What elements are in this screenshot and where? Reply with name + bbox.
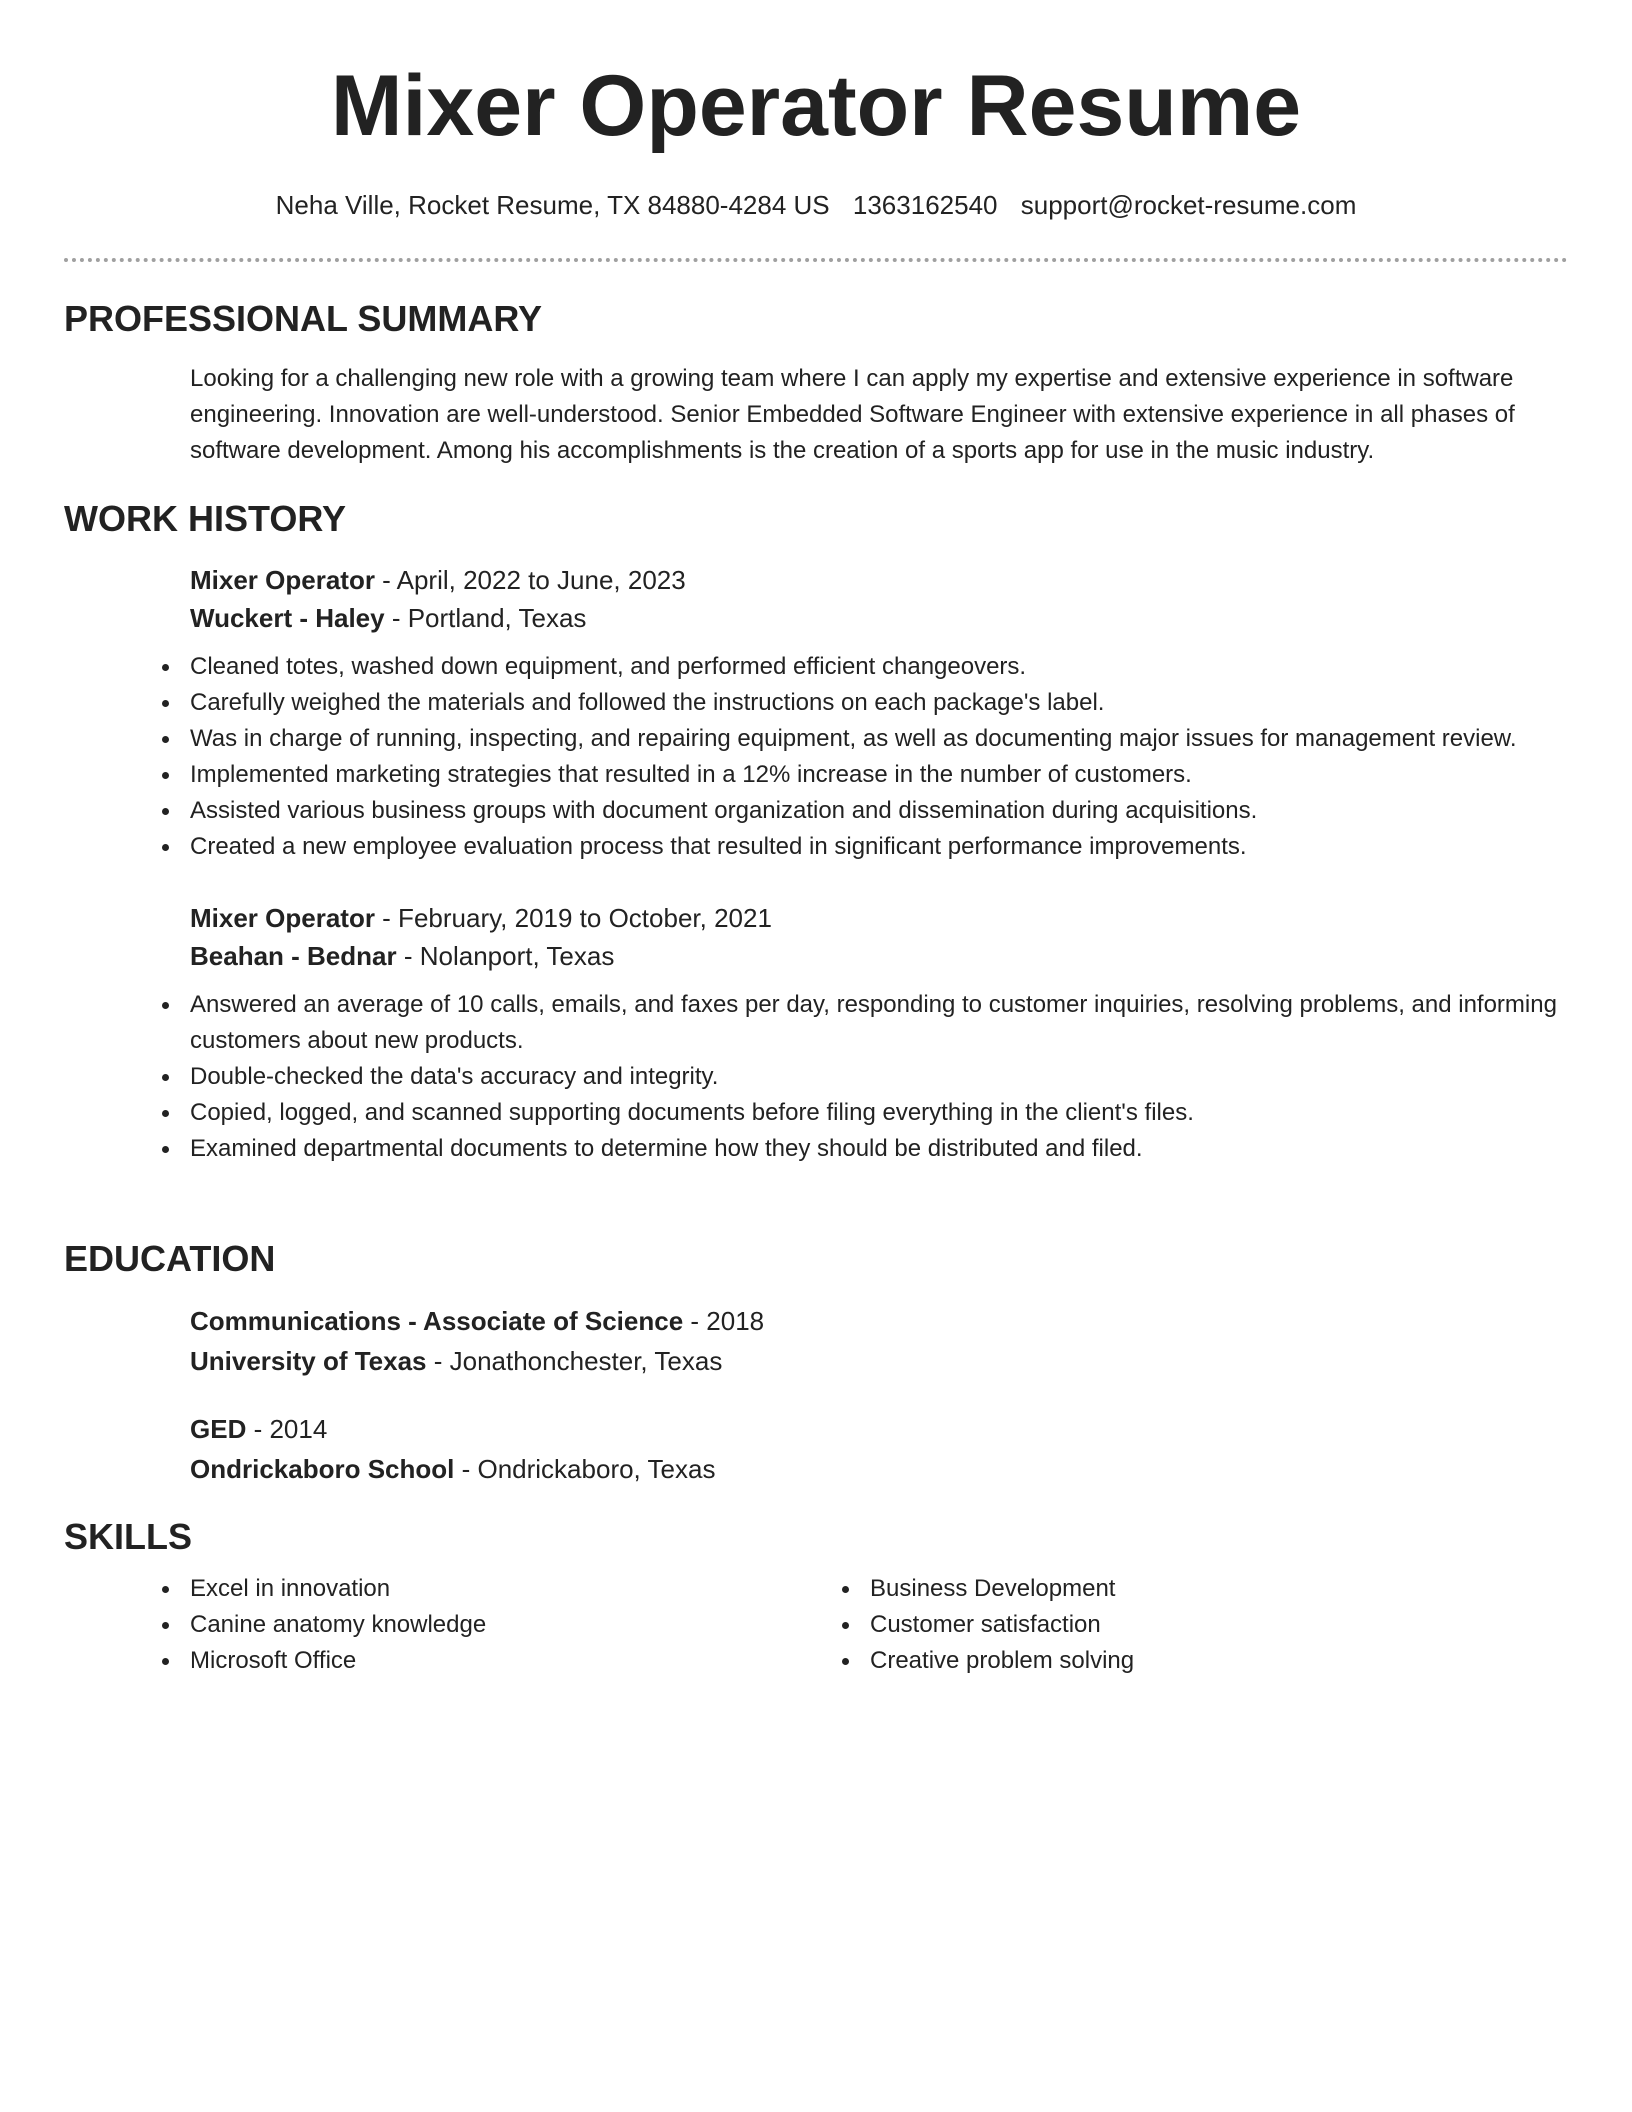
education-degree-line: [190, 1301, 1568, 1341]
job-dates: - February, 2019 to October, 2021: [374, 903, 772, 933]
skills-section: [64, 1515, 1568, 1679]
education-school-line: [190, 1449, 1568, 1489]
job-bullet: Created a new employee evaluation process that resulted in significant performance improvements.: [146, 829, 1575, 865]
resume-title: Mixer Operator Resume: [330, 58, 1302, 154]
job-title-line: [190, 899, 1568, 937]
job-entry: [190, 561, 1568, 865]
resume-page: [64, 0, 1568, 1674]
work-history-section: [64, 497, 1568, 1167]
job-company: Beahan - Bednar: [190, 941, 397, 971]
job-bullets: [146, 649, 1575, 865]
header-divider: [64, 258, 1568, 262]
education-degree: GED: [190, 1414, 247, 1444]
skill-item: Creative problem solving: [826, 1643, 1506, 1679]
contact-phone: 1363162540: [852, 190, 998, 220]
job-bullet: Was in charge of running, inspecting, and repairing equipment, as well as documenting major issues for management review.: [146, 721, 1575, 757]
summary-section: [64, 297, 1568, 469]
skill-item: Microsoft Office: [146, 1643, 826, 1679]
contact-email: support@rocket-resume.com: [1020, 190, 1357, 220]
skills-list-right: [826, 1571, 1506, 1679]
job-title: Mixer Operator: [190, 903, 375, 933]
education-entry: [190, 1301, 1568, 1381]
education-heading: EDUCATION: [64, 1238, 276, 1279]
job-location: - Portland, Texas: [384, 603, 587, 633]
education-school: Ondrickaboro School: [190, 1454, 455, 1484]
skill-item: Excel in innovation: [146, 1571, 826, 1607]
education-location: - Ondrickaboro, Texas: [454, 1454, 716, 1484]
education-year: - 2014: [246, 1414, 328, 1444]
education-school: University of Texas: [190, 1346, 427, 1376]
education-degree: Communications - Associate of Science: [190, 1306, 684, 1336]
job-bullet: Copied, logged, and scanned supporting documents before filing everything in the client's files.: [146, 1095, 1575, 1131]
contact-address: Neha Ville, Rocket Resume, TX 84880-4284 US: [275, 190, 830, 220]
skill-item: Canine anatomy knowledge: [146, 1607, 826, 1643]
job-bullet: Assisted various business groups with document organization and dissemination during acquisitions.: [146, 793, 1575, 829]
skill-item: Business Development: [826, 1571, 1506, 1607]
job-location: - Nolanport, Texas: [396, 941, 615, 971]
skills-list-left: [146, 1571, 826, 1679]
job-bullet: Answered an average of 10 calls, emails, and faxes per day, responding to customer inquiries, resolving problems, and informing customers about new products.: [146, 987, 1575, 1059]
job-dates: - April, 2022 to June, 2023: [374, 565, 686, 595]
job-bullets: [146, 987, 1575, 1167]
education-school-line: [190, 1341, 1568, 1381]
job-bullet: Double-checked the data's accuracy and integrity.: [146, 1059, 1575, 1095]
education-degree-line: [190, 1409, 1568, 1449]
education-year: - 2018: [683, 1306, 765, 1336]
job-bullet: Implemented marketing strategies that resulted in a 12% increase in the number of customers.: [146, 757, 1575, 793]
job-entry: [190, 899, 1568, 1167]
skills-grid: [146, 1571, 1568, 1679]
skill-item: Customer satisfaction: [826, 1607, 1506, 1643]
skills-heading: SKILLS: [64, 1516, 193, 1557]
job-bullet: Examined departmental documents to determine how they should be distributed and filed.: [146, 1131, 1575, 1167]
education-entry: [190, 1409, 1568, 1489]
contact-line: [64, 188, 1568, 222]
job-title: Mixer Operator: [190, 565, 375, 595]
job-bullet: Carefully weighed the materials and followed the instructions on each package's label.: [146, 685, 1575, 721]
job-company: Wuckert - Haley: [190, 603, 385, 633]
job-bullet: Cleaned totes, washed down equipment, and performed efficient changeovers.: [146, 649, 1575, 685]
education-section: [64, 1237, 1568, 1489]
summary-text: Looking for a challenging new role with a growing team where I can apply my expertise and extensive experience in software engineering. Innovation are well-understood. Senior Embedded Software Engineer with extensive experience in all phases of software development. Among his accomplishments is the creation of a sports app for use in the music industry.: [190, 365, 1515, 464]
summary-heading: PROFESSIONAL SUMMARY: [64, 298, 543, 339]
job-company-line: [190, 937, 1568, 975]
work-history-heading: WORK HISTORY: [64, 498, 347, 539]
education-location: - Jonathonchester, Texas: [426, 1346, 723, 1376]
job-company-line: [190, 599, 1568, 637]
job-title-line: [190, 561, 1568, 599]
